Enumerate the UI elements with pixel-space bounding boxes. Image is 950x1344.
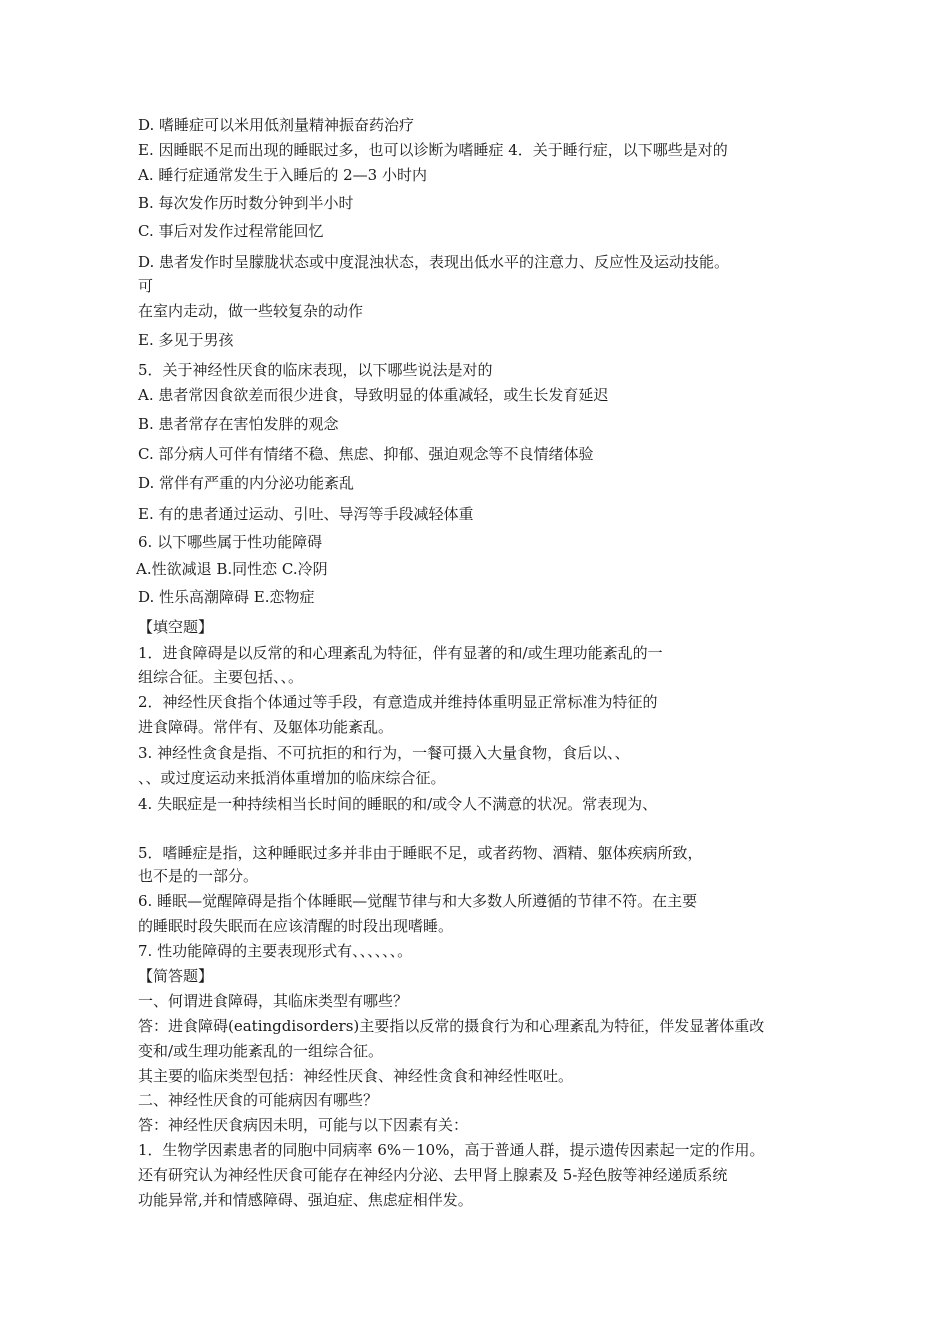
text-line: 6. 睡眠—觉醒障碍是指个体睡眠—觉醒节律与和大多数人所遵循的节律不符。在主要 <box>138 892 698 910</box>
text-line: 、、或过度运动来抵消体重增加的临床综合征。 <box>138 769 446 787</box>
text-line: 还有研究认为神经性厌食可能存在神经内分泌、去甲肾上腺素及 5-羟色胺等神经递质系统 <box>138 1166 728 1184</box>
text-line: 答：进食障碍(eatingdisorders)主要指以反常的摄食行为和心理紊乱为特征，伴发显著体重改 <box>138 1017 765 1035</box>
text-line: B. 患者常存在害怕发胖的观念 <box>138 415 339 433</box>
text-line: 1．进食障碍是以反常的和心理紊乱为特征，伴有显著的和/或生理功能紊乱的一 <box>138 644 663 662</box>
text-line: E. 多见于男孩 <box>138 331 234 349</box>
text-line: D. 性乐高潮障碍 E.恋物症 <box>138 588 315 606</box>
text-line: 5．嗜睡症是指，这种睡眠过多并非由于睡眠不足，或者药物、酒精、躯体疾病所致， <box>138 844 703 862</box>
text-line: 的睡眠时段失眠而在应该清醒的时段出现嗜睡。 <box>138 917 454 935</box>
text-line: A.性欲减退 B.同性恋 C.冷阴 <box>136 560 328 578</box>
text-line: 2．神经性厌食指个体通过等手段，有意造成并维持体重明显正常标准为特征的 <box>138 693 658 711</box>
text-line: D. 患者发作时呈朦胧状态或中度混浊状态，表现出低水平的注意力、反应性及运动技能。 <box>138 253 730 271</box>
text-line: 功能异常,并和情感障碍、强迫症、焦虑症相伴发。 <box>138 1191 473 1209</box>
text-line: 二、神经性厌食的可能病因有哪些？ <box>138 1091 379 1109</box>
text-line: 4. 失眠症是一种持续相当长时间的睡眠的和/或令人不满意的状况。常表现为、 <box>138 795 658 813</box>
text-line: 组综合征。主要包括、、。 <box>138 668 304 686</box>
section-heading: 【简答题】 <box>138 967 214 985</box>
text-line: D. 嗜睡症可以米用低剂量精神振奋药治疗 <box>138 116 415 134</box>
text-line: A. 睡行症通常发生于入睡后的 2—3 小时内 <box>138 166 427 184</box>
text-line: 答：神经性厌食病因未明，可能与以下因素有关： <box>138 1116 469 1134</box>
text-line: 5．关于神经性厌食的临床表现，以下哪些说法是对的 <box>138 361 493 379</box>
text-line: C. 事后对发作过程常能回忆 <box>138 222 324 240</box>
text-line: E. 有的患者通过运动、引吐、导泻等手段减轻体重 <box>138 505 474 523</box>
text-line: 在室内走动，做一些较复杂的动作 <box>138 302 364 320</box>
text-line: 其主要的临床类型包括：神经性厌食、神经性贪食和神经性呕吐。 <box>138 1067 574 1085</box>
text-line: 3. 神经性贪食是指、不可抗拒的和行为，一餐可摄入大量食物，食后以、、 <box>138 744 630 762</box>
text-line: 1．生物学因素患者的同胞中同病率 6%－10%，高于普通人群，提示遗传因素起一定的作用。 <box>138 1141 765 1159</box>
text-line: C. 部分病人可伴有情绪不稳、焦虑、抑郁、强迫观念等不良情绪体验 <box>138 445 594 463</box>
text-line: 6. 以下哪些属于性功能障碍 <box>138 533 323 551</box>
text-line: A. 患者常因食欲差而很少进食，导致明显的体重减轻，或生长发育延迟 <box>138 386 609 404</box>
text-line: E. 因睡眠不足而出现的睡眠过多，也可以诊断为嗜睡症 4．关于睡行症，以下哪些是对的 <box>138 141 728 159</box>
text-line: D. 常伴有严重的内分泌功能紊乱 <box>138 474 355 492</box>
text-line: B. 每次发作历时数分钟到半小时 <box>138 194 354 212</box>
text-line: 一、何谓进食障碍，其临床类型有哪些？ <box>138 992 409 1010</box>
text-line: 变和/或生理功能紊乱的一组综合征。 <box>138 1042 384 1060</box>
text-line: 可 <box>138 277 154 295</box>
text-line: 也不是的一部分。 <box>138 867 259 885</box>
text-line: 进食障碍。常伴有、及躯体功能紊乱。 <box>138 718 394 736</box>
text-line: 7. 性功能障碍的主要表现形式有、、、、、、。 <box>138 942 413 960</box>
section-heading: 【填空题】 <box>138 618 214 636</box>
